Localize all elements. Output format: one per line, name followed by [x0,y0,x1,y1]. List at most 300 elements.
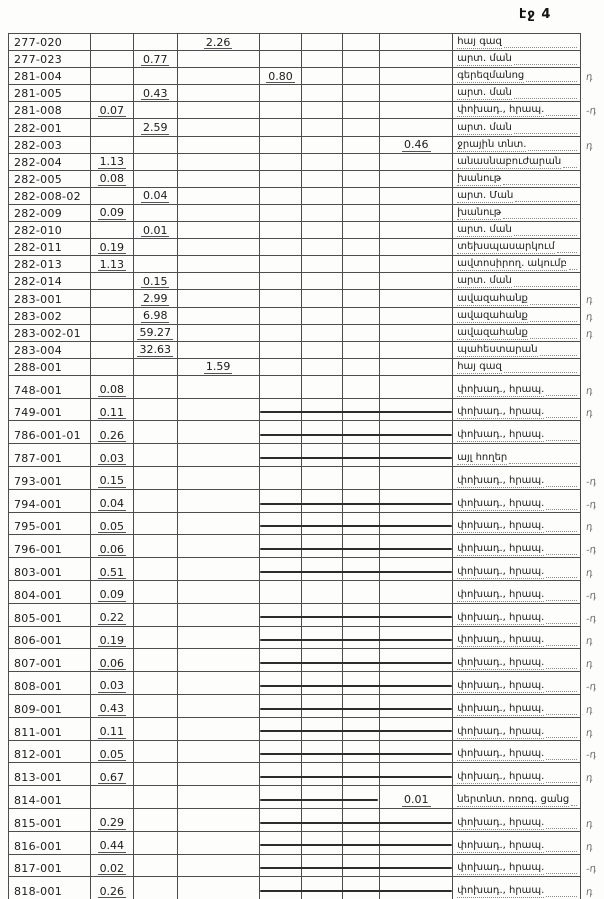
value-cell [178,649,260,671]
value-cell [178,325,260,341]
value-cell [343,239,380,255]
description-cell [453,290,581,306]
dotted-leader [557,251,577,253]
code-cell: 283-001 [9,290,91,306]
table-row [9,205,581,222]
value-cell [380,467,453,489]
margin-mark [586,269,604,271]
value-text: 1.13 [99,257,125,271]
dotted-leader [528,149,577,151]
value-cell [343,786,380,808]
value-cell [134,154,178,170]
value-cell [134,627,178,649]
value-cell [302,649,343,671]
value-cell [260,558,303,580]
value-cell [178,102,260,118]
value-cell [91,171,134,187]
value-cell [91,649,134,671]
table-row [9,581,597,604]
value-cell [260,85,303,101]
value-cell [134,51,178,67]
table-row [9,490,597,513]
code-cell: 282-011 [9,239,91,255]
description-cell [453,877,581,899]
value-cell [178,188,260,204]
value-text: 0.03 [99,451,125,465]
value-cell [178,119,260,135]
description-cell [453,205,581,221]
value-cell [91,308,134,324]
value-cell [134,535,178,557]
value-cell [260,535,303,557]
description-cell [453,171,581,187]
code-cell: 803-001 [9,558,91,580]
table-row [9,399,594,422]
value-cell [343,763,380,785]
value-cell [302,490,343,512]
dotted-leader [546,781,577,783]
value-cell [343,672,380,694]
description-text: ավազահանք [457,309,528,321]
table-row [9,68,594,85]
description-text: փոխադ., հրապ. [457,474,545,486]
value-cell [134,718,178,740]
margin-mark: դ [585,772,594,785]
dotted-leader [503,183,577,185]
margin-mark: դ [585,522,594,534]
value-cell [178,558,260,580]
value-cell [178,832,260,854]
dotted-leader [546,644,577,646]
code-cell: 805-001 [9,604,91,626]
value-cell [260,171,303,187]
value-text: 0.22 [99,611,125,625]
margin-mark: դ [585,818,594,830]
table-row [9,604,597,627]
value-cell [260,490,303,512]
value-cell [178,786,260,808]
code-cell: 749-001 [9,399,91,421]
value-cell [260,68,303,84]
value-text: 0.26 [99,428,125,442]
table-row [9,513,594,536]
description-text: հայ գազ [457,36,502,48]
description-text: փոխադ., հրապ. [457,862,545,874]
dotted-leader [514,132,577,134]
value-text: 0.02 [99,861,125,875]
value-cell [178,581,260,603]
value-cell [134,490,178,512]
margin-mark: դ [585,294,594,306]
description-cell [453,359,581,375]
value-cell [134,137,178,153]
value-cell [380,695,453,717]
value-cell [302,68,343,84]
code-cell: 281-005 [9,85,91,101]
value-text: 6.98 [142,309,168,323]
value-cell [91,718,134,740]
margin-mark: դ [585,727,594,739]
value-cell [134,809,178,831]
description-text: ավտոսիրող. ակումբ [457,258,567,270]
value-cell [178,290,260,306]
value-cell [302,763,343,785]
value-cell [91,832,134,854]
dotted-leader [509,462,577,464]
description-cell [453,342,581,358]
description-cell [453,421,581,443]
code-cell: 814-001 [9,786,91,808]
value-cell [260,239,303,255]
value-text: 0.43 [142,86,168,100]
value-text: 0.46 [404,138,429,152]
value-text: 1.13 [99,155,125,169]
description-text: փոխադ., հրապ. [457,839,545,851]
description-text: արտ. ման [457,224,512,236]
value-cell [91,558,134,580]
value-cell [178,444,260,466]
dotted-leader [569,268,577,270]
value-cell [343,649,380,671]
value-cell [302,188,343,204]
dotted-leader [504,371,577,373]
value-cell [380,205,453,221]
value-cell [91,490,134,512]
value-cell [343,604,380,626]
description-text: ավազահանք [457,292,528,304]
margin-mark [586,372,604,374]
margin-mark: դ [585,567,594,580]
value-text: 0.15 [142,274,168,288]
table-row [9,273,581,290]
description-text: փոխադ., հրապ. [457,104,545,116]
value-cell [260,154,303,170]
description-cell [453,154,581,170]
value-cell [134,763,178,785]
value-cell [178,490,260,512]
scan-line-artifact [260,639,452,641]
value-cell [343,34,380,50]
code-cell: 282-001 [9,119,91,135]
value-cell [302,809,343,831]
value-text: 0.44 [99,839,125,853]
value-cell [134,695,178,717]
value-cell [380,359,453,375]
value-cell [302,290,343,306]
value-cell [91,376,134,398]
code-cell: 282-005 [9,171,91,187]
value-cell [178,308,260,324]
value-cell [302,325,343,341]
value-cell [91,467,134,489]
value-cell [380,308,453,324]
table-row [9,376,594,399]
value-cell [260,308,303,324]
value-cell [91,535,134,557]
value-text: 0.01 [404,793,429,807]
value-cell [302,342,343,358]
value-cell [380,535,453,557]
dotted-leader [504,46,577,48]
code-cell: 787-001 [9,444,91,466]
value-cell [343,809,380,831]
value-text: 0.03 [99,679,125,693]
scan-line-artifact [260,662,452,664]
value-text: 0.80 [268,69,293,83]
dotted-leader [514,63,577,65]
scan-line-artifact [260,434,452,436]
scan-line-artifact [260,776,452,778]
scan-line-artifact [260,503,452,505]
value-cell [260,695,303,717]
value-cell [134,672,178,694]
code-cell: 281-004 [9,68,91,84]
value-cell [260,102,303,118]
table-row [9,137,594,154]
margin-mark [586,805,604,807]
dotted-leader [515,200,577,202]
value-text: 0.51 [99,565,125,579]
value-cell [134,399,178,421]
value-text: 0.09 [99,206,125,220]
description-cell [453,308,581,324]
value-cell [343,342,380,358]
value-cell [134,376,178,398]
value-cell [134,558,178,580]
table-row [9,558,594,581]
table-row [9,649,594,672]
table-row [9,809,594,832]
margin-mark [586,286,604,288]
value-text: 59.27 [139,326,171,340]
description-cell [453,535,581,557]
value-cell [302,273,343,289]
description-text: փոխադ., հրապ. [457,383,545,395]
value-cell [91,188,134,204]
dotted-leader [514,234,577,236]
dotted-leader [546,872,577,874]
description-text: արտ. Ման [457,189,514,201]
value-cell [91,325,134,341]
description-cell [453,604,581,626]
margin-mark: -դ [585,612,597,625]
value-cell [178,68,260,84]
value-cell [91,68,134,84]
value-cell [260,290,303,306]
value-cell [91,205,134,221]
description-text: հայ գազ [457,360,502,372]
description-cell [453,444,581,466]
description-cell [453,672,581,694]
page-number-label: էջ 4 [519,7,552,22]
value-cell [178,513,260,535]
table-row [9,855,597,878]
table-row [9,154,581,171]
table-row [9,256,581,273]
code-cell: 796-001 [9,535,91,557]
description-cell [453,855,581,877]
value-cell [380,239,453,255]
description-text: արտ. ման [457,121,512,133]
value-cell [91,513,134,535]
value-cell [343,273,380,289]
scan-line-artifact [260,685,452,687]
description-cell [453,34,581,50]
value-cell [134,581,178,603]
value-cell [260,604,303,626]
value-cell [260,273,303,289]
value-cell [343,205,380,221]
value-cell [380,68,453,84]
value-cell [91,342,134,358]
table-row [9,308,594,325]
code-cell: 748-001 [9,376,91,398]
description-text: փոխադ., հրապ. [457,520,545,532]
value-cell [380,558,453,580]
value-cell [178,809,260,831]
value-cell [302,399,343,421]
value-cell [302,421,343,443]
code-cell: 806-001 [9,627,91,649]
code-cell: 795-001 [9,513,91,535]
description-cell [453,809,581,831]
value-cell [91,581,134,603]
table-row [9,239,581,256]
value-cell [91,763,134,785]
value-cell [178,222,260,238]
code-cell: 808-001 [9,672,91,694]
value-cell [343,308,380,324]
code-cell: 807-001 [9,649,91,671]
value-cell [380,188,453,204]
value-cell [260,877,303,899]
description-text: փոխադ., հրապ. [457,406,545,418]
code-cell: 282-013 [9,256,91,272]
code-cell: 277-023 [9,51,91,67]
dotted-leader [530,337,577,339]
value-cell [302,513,343,535]
land-records-table [8,33,597,899]
value-cell [302,581,343,603]
value-cell [134,342,178,358]
value-cell [302,376,343,398]
description-text: փոխադ., հրապ. [457,429,545,441]
value-cell [260,467,303,489]
table-row [9,188,581,205]
scan-line-artifact [260,708,452,710]
margin-mark: դ [585,140,594,152]
margin-mark [586,132,604,134]
value-cell [91,444,134,466]
value-cell [380,809,453,831]
value-cell [260,627,303,649]
description-text: փոխադ., հրապ. [457,725,545,737]
value-cell [134,832,178,854]
value-cell [91,137,134,153]
value-cell [380,325,453,341]
description-cell [453,695,581,717]
description-text: փոխադ., հրապ. [457,611,545,623]
value-text: 0.07 [99,103,125,117]
value-cell [91,154,134,170]
table-row [9,102,597,119]
value-cell [134,102,178,118]
value-cell [260,222,303,238]
value-text: 0.67 [99,770,125,784]
code-cell: 793-001 [9,467,91,489]
dotted-leader [546,599,577,601]
value-cell [178,672,260,694]
value-cell [302,786,343,808]
value-cell [178,359,260,375]
value-cell [260,763,303,785]
value-cell [302,672,343,694]
table-row [9,222,581,239]
value-cell [91,877,134,899]
value-cell [91,102,134,118]
description-cell [453,627,581,649]
value-cell [343,535,380,557]
dotted-leader [546,622,577,624]
value-cell [302,256,343,272]
value-cell [178,604,260,626]
code-cell: 811-001 [9,718,91,740]
value-text: 2.99 [142,291,168,305]
value-cell [178,695,260,717]
description-cell [453,119,581,135]
value-cell [178,256,260,272]
dotted-leader [546,690,577,692]
description-text: փոխադ., հրապ. [457,634,545,646]
value-cell [91,222,134,238]
margin-mark: -դ [585,498,597,511]
value-cell [91,239,134,255]
value-cell [91,273,134,289]
value-cell [302,467,343,489]
margin-mark [586,440,604,442]
margin-mark: -դ [585,105,597,118]
dotted-leader [546,114,577,116]
value-cell [380,51,453,67]
value-cell [343,137,380,153]
description-text: ներտնտ. ոռոգ. ցանց [457,794,570,806]
value-text: 1.59 [205,360,231,374]
value-cell [178,718,260,740]
value-cell [134,222,178,238]
table-row [9,786,581,809]
value-cell [380,154,453,170]
value-cell [91,695,134,717]
description-cell [453,832,581,854]
margin-mark: դ [585,408,594,420]
dotted-leader [546,576,577,578]
value-cell [178,421,260,443]
value-text: 0.43 [99,702,125,716]
value-cell [260,581,303,603]
description-cell [453,490,581,512]
value-cell [343,490,380,512]
value-cell [134,855,178,877]
scan-line-artifact [260,890,452,892]
description-cell [453,581,581,603]
value-cell [343,119,380,135]
value-cell [343,877,380,899]
value-cell [178,763,260,785]
value-cell [343,832,380,854]
scan-line-artifact [260,799,378,801]
value-cell [134,188,178,204]
value-cell [343,51,380,67]
